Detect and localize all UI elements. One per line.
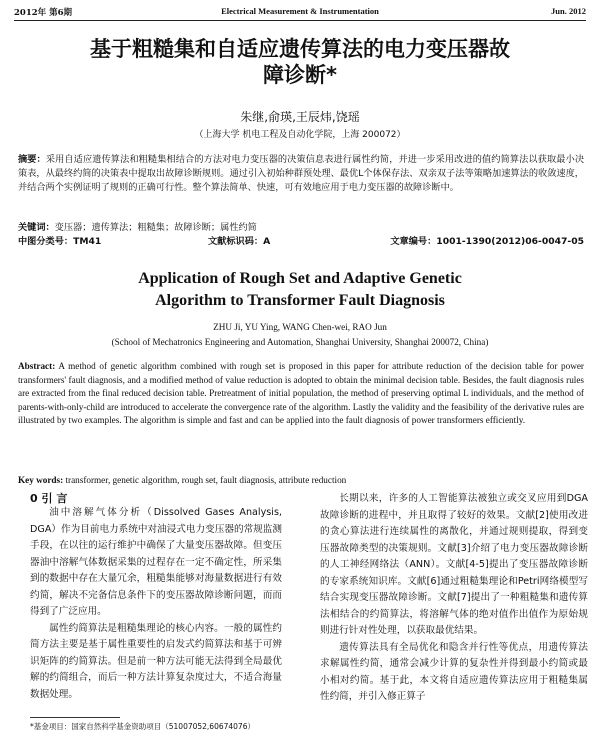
document-code: 文献标识码：A [208,236,271,247]
title-en-text: Application of Rough Set and Adaptive Genetic Algorithm to Transformer Fault Diagnosis [138,270,462,309]
body-paragraph: 遗传算法具有全局优化和隐含并行性等优点，用遗传算法求解属性约简，通常会减少计算的复杂性并得到最小约简或最小相对约简。基于此，本文将自适应遗传算法应用于粗糙集属性约简，并引入修正算子 [320,641,588,702]
affiliation-en: (School of Mechatronics Engineering and Automation, Shanghai University, Shanghai 200072, China) [111,337,489,347]
header-date: Jun. 2012 [551,6,586,16]
running-header [0,2,600,20]
title-cn-text: 基于粗糙集和自适应遗传算法的电力变压器故障诊断* [90,37,510,87]
body-paragraph: 油中溶解气体分析（Dissolved Gases Analysis, DGA）作为目前电力系统中对油浸式电力变压器的常规监测手段，在以往的运行维护中确保了大量变压器故障。但变压器油中溶解气体数据采集的过程存在一定不确定性，所采集到的数据中存在大量冗余，粗糙集能够对海量数据进行有效约简，解决不完备信息条件下的变压器故障诊断问题，而而得到了广泛应用。 [30,507,282,617]
classification-line [18,235,584,249]
body-paragraph: 属性约简算法是粗糙集理论的核心内容。一般的属性约简方法主要是基于属性重要性的启发式约简算法和基于可辨识矩阵的约简算法。但是前一种方法可能无法得到全局最优解的约简组合，而后一种方法计算复杂度过大，不适合海量数据处理。 [30,622,282,700]
abstract-cn [18,153,584,194]
header-rule [14,20,586,21]
keywords-cn [18,221,584,235]
body-paragraph: 长期以来，许多的人工智能算法被独立或交叉应用到DGA故障诊断的进程中，并且取得了较好的效果。文献[2]使用改进的贪心算法进行连续属性的离散化，并通过规则提取，得到变压器故障类型的决策规则。文献[3]介绍了电力变压器故障诊断的人工神经网络法（ANN）。文献[4-5]提出了变压器故障诊断的专家系统知识库。文献[6]通过粗糙集理论和Petri网络模型写结合实现变压器故障诊断。文献[7]提出了一种粗糙集和遗传算法相结合的约简算法，将溶解气体的绝对值作出值作为原始规则进行针对性处理，以获取最优结果。 [320,493,588,636]
title-cn [0,36,600,88]
abstract-en-text: A method of genetic algorithm combined with rough set is proposed in this paper for attribute reduction of the decision table for power transformers' fault diagnosis, and a modified method of value reduction is adopted to obtain the minimal decision table. Besides, the fault diagnosis rules are extracted from the final reduced decision table. Pretreatment of initial population, the method of preserving optimal L individuals, and the method of parents-with-only-child are introduced to accelerate the convergence rate of the algorithm. Lastly the validity and the feasibility of the derivative rules are illustrated by two examples. The algorithm is simple and fast and can be applied into the fault diagnosis of power transformers efficiently. [18,361,584,426]
abstract-cn-text: 采用自适应遗传算法和粗糙集相结合的方法对电力变压器的决策信息表进行属性约简，并进一步采用改进的值约简算法以获取最小决策表，从最终约简的决策表中提取出故障诊断规则。通过引入初始种群预处理、最优L个体保存法、双亲双子法等策略加速算法的收敛速度，并结合两个实例证明了规则的正确可行性。整个算法简单、快速，可有效地应用于电力变压器的故障诊断中。 [18,154,585,193]
keywords-en-text: transformer, genetic algorithm, rough set, fault diagnosis, attribute reduction [65,475,347,485]
body-column-left [30,505,282,703]
article-number: 文章编号：1001-1390(2012)06-0047-05 [390,236,584,247]
footnote-rule [30,717,120,718]
abstract-cn-label: 摘要： [18,154,46,165]
keywords-cn-label: 关键词： [18,222,55,233]
footnote-funding: *基金项目：国家自然科学基金资助项目（51007052,60674076） [30,722,255,731]
clc-number: 中图分类号：TM41 [18,236,102,247]
authors-en: ZHU Ji, YU Ying, WANG Chen-wei, RAO Jun [213,322,387,332]
keywords-cn-text: 变压器；遗传算法；粗糙集；故障诊断；属性约简 [54,222,257,233]
title-en [0,268,600,312]
abstract-en-label: Abstract: [18,361,56,371]
header-year-issue: 2012年 第6期 [14,8,73,18]
header-journal: Electrical Measurement & Instrumentation [221,6,379,16]
body-column-right [320,491,588,706]
section-heading-introduction: 0 引 言 [30,492,68,505]
keywords-en-label: Key words: [18,475,64,485]
abstract-en [18,360,584,428]
authors-cn: 朱继,俞瑛,王辰炜,饶瑶 [240,110,360,124]
affiliation-cn: （上海大学 机电工程及自动化学院，上海 200072） [194,130,406,140]
keywords-en [18,474,584,487]
